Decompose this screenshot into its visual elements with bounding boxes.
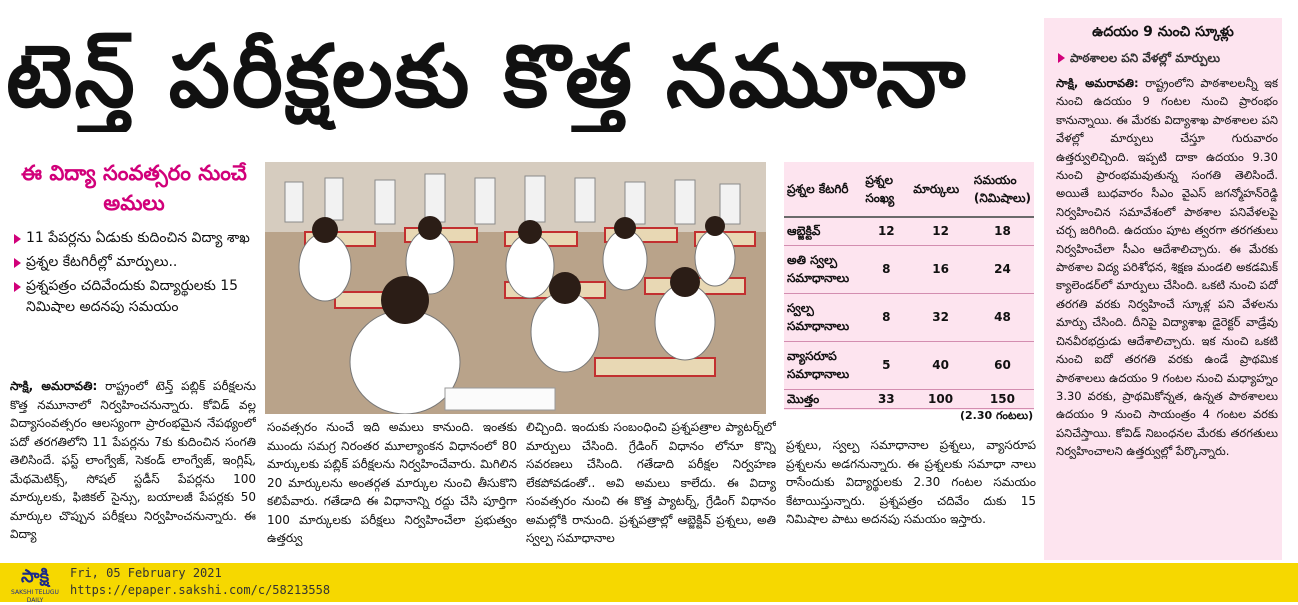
bullet-item: 11 పేపర్లను ఏడుకు కుదించిన విద్యా శాఖ xyxy=(12,228,260,249)
article-text: రాష్ట్రంలో టెన్త్ పబ్లిక్ పరీక్షలను కొత్త నమూనాలో నిర్వహించనున్నారు. కోవిడ్ వల్ల విద్యాసంవత్సరం ఆలస్యంగా ప్రారంభమైన నేపథ్యంలో పదో తరగతిలోని 11 పేపర్లను 7కు కుదించిన సంగతి తెలిసిందే. ఫస్ట్ లాంగ్వేజ్, సెకండ్ లాంగ్వేజ్, ఇంగ్లిష్, మేథమెటిక్స్, సోషల్ స్టడీస్ పేపర్లను 100 మార్కులకు, ఫిజికల్ సైన్సు, బయాలజీ పేపర్లకు 50 మార్కుల చొప్పున పరీక్షలు నిర్వహించనున్నారు. ఈ విద్యా xyxy=(10,379,256,541)
row-marks: 100 xyxy=(910,389,971,408)
bullet-item: ప్రశ్నపత్రం చదివేందుకు విద్యార్థులకు 15 నిమిషాల అదనపు సమయం xyxy=(12,276,260,318)
row-time: 18 xyxy=(971,217,1034,245)
table-row xyxy=(784,245,1034,293)
row-category: ఆబ్జెక్టివ్ xyxy=(784,217,862,245)
table-row xyxy=(784,341,1034,389)
row-category: మొత్తం xyxy=(784,389,862,408)
headline: టెన్త్ పరీక్షలకు కొత్త నమూనా xyxy=(6,27,968,127)
row-count: 8 xyxy=(862,245,910,293)
sidebar-text: రాష్ట్రంలోని పాఠశాలలన్నీ ఇక నుంచి ఉదయం 9 గంటల నుంచి ప్రారంభం కానున్నాయి. ఈ మేరకు విద్యాశాఖ పాఠశాలల పని వేళల్లో మార్పులు చేస్తూ గురువారం ఉత్తర్వులిచ్చింది. ఇప్పటి దాకా ఉదయం 9.30 నుంచి ప్రారంభమవుతున్న సంగతి తెలిసిందే. అయితే బుధవారం సీఎం వైఎస్ జగన్మోహన్‌రెడ్డి నిర్వహించిన సమావేశంలో పాఠశాల పనివేళలపై చర్చ జరిగింది. ఉదయం పూట త్వరగా తరగతులు నిర్వహించేలా సీఎం ఆదేశాలిచ్చారు. ఈ మేరకు పాఠశాల విద్య పరిశోధన, శిక్షణ మండలి అకడమిక్ క్యాలెండర్‌లో మార్పులు చేసింది. ఒకటి నుంచి పదో తరగతి వరకు నిర్వహించే స్కూళ్ల పని వేళలను మార్పు చేసింది. దీనిపై విద్యాశాఖ డైరెక్టర్ వాడ్రేవు చినవీరభద్రుడు ఆదేశాలిచ్చారు. ఇక నుంచి ఒకటి నుంచి ఐదో తరగతి వరకు ఉండే ప్రాథమిక పాఠశాలలు ఉదయం 9 గంటల నుంచి మధ్యాహ్నం 3.30 వరకు, ప్రాథమికోన్నత, ఉన్నత పాఠశాలలు ఉదయం 9 నుంచి సాయంత్రం 4 గంటల వరకు పనిచేస్తాయి. కోవిడ్ నిబంధనల మేరకు తరగతులు నిర్వహించాలని ఉత్తర్వుల్లో పేర్కొన్నారు. xyxy=(1056,76,1278,459)
article-column-2: సంవత్సరం నుంచే ఇది అమలు కానుంది. ఇంతకు ముందు సమగ్ర నిరంతర మూల్యాంకన విధానంలో 80 మార్కులకు పబ్లిక్ పరీక్షలను నిర్వహించేవారు. మిగిలిన 20 మార్కులను అంతర్గత మార్కుల నుంచి తీసుకొని కలిపేవారు. గతేడాది ఈ విధానాన్ని రద్దు చేసి పూర్తిగా 100 మార్కులకు పరీక్షలు నిర్వహించేలా ప్రభుత్వం ఉత్తర్వు xyxy=(267,420,517,545)
row-category: వ్యాసరూప సమాధానాలు xyxy=(784,341,862,389)
sidebar-subtitle: పాఠశాలల పని వేళల్లో మార్పులు xyxy=(1056,48,1294,68)
sidebar-article xyxy=(1056,74,1278,554)
row-marks: 12 xyxy=(910,217,971,245)
row-time: 60 xyxy=(971,341,1034,389)
row-count: 5 xyxy=(862,341,910,389)
row-time: 150 xyxy=(971,389,1034,408)
row-time: 48 xyxy=(971,293,1034,341)
row-count: 33 xyxy=(862,389,910,408)
row-marks: 16 xyxy=(910,245,971,293)
row-category: అతి స్వల్ప సమాధానాలు xyxy=(784,245,862,293)
header-marks: మార్కులు xyxy=(910,162,971,217)
header-category: ప్రశ్నల కేటగిరీ xyxy=(784,162,862,217)
table-row xyxy=(784,293,1034,341)
edition-date: Fri, 05 February 2021 xyxy=(70,566,222,580)
article-column-4: ప్రశ్నలు, స్వల్ప సమాధానాల ప్రశ్నలు, వ్యాసరూప ప్రశ్నలను అడగనున్నారు. ఈ ప్రశ్నలకు సమాధా నాలు రాసేందుకు విద్యార్థులకు 2.30 గంటల సమయం కేటాయిస్తున్నారు. ప్రశ్నపత్రం చదివేం దుకు 15 నిమిషాల పాటు అదనపు సమయం ఇస్తారు. xyxy=(786,438,1036,526)
logo-tagline: SAKSHI TELUGU DAILY xyxy=(11,589,59,604)
article-dateline: సాక్షి, అమరావతి: xyxy=(10,379,98,393)
subheadline: ఈ విద్యా సంవత్సరం నుంచే అమలు xyxy=(21,161,247,215)
bullet-item: ప్రశ్నల కేటగిరీల్లో మార్పులు.. xyxy=(12,252,260,273)
row-marks: 40 xyxy=(910,341,971,389)
row-count: 12 xyxy=(862,217,910,245)
table-header-row xyxy=(784,162,1034,217)
table-total-row xyxy=(784,389,1034,408)
table-note: (2.30 గంటలు) xyxy=(960,409,1034,422)
table-row xyxy=(784,217,1034,245)
sidebar-title: ఉదయం 9 నుంచి స్కూళ్లు xyxy=(1092,24,1234,40)
row-marks: 32 xyxy=(910,293,971,341)
sidebar-dateline: సాక్షి, అమరావతి: xyxy=(1056,76,1139,90)
epaper-link[interactable]: https://epaper.sakshi.com/c/58213558 xyxy=(70,583,331,597)
highlight-bullets xyxy=(12,228,260,321)
header-count: ప్రశ్నల సంఖ్య xyxy=(862,162,910,217)
row-count: 8 xyxy=(862,293,910,341)
row-category: స్వల్ప సమాధానాలు xyxy=(784,293,862,341)
marks-table xyxy=(784,162,1034,409)
header-time: సమయం (నిమిషాలు) xyxy=(971,162,1034,217)
students-writing-exam-image xyxy=(265,162,766,414)
exam-hall-photo xyxy=(265,162,766,414)
article-column-3: లిచ్చింది. ఇందుకు సంబంధించి ప్రశ్నపత్రాల ప్యాటర్న్‌లో మార్పులు చేసింది. గ్రేడింగ్ విధానం లోనూ కొన్ని సవరణలు చేసింది. గతేడాది పరీక్షల నిర్వహణ లేకపోవడంతో.. అవి అమలు కాలేదు. ఈ విద్యా సంవత్సరం నుంచి ఈ కొత్త ప్యాటర్న్, గ్రేడింగ్ విధానం అమల్లోకి రానుంది. ప్రశ్నపత్రాల్లో ఆబ్జెక్టివ్ ప్రశ్నలు, అతి స్వల్ప సమాధానాల xyxy=(526,420,776,545)
row-time: 24 xyxy=(971,245,1034,293)
article-column-1 xyxy=(10,377,256,552)
logo-name: సాక్షి xyxy=(21,566,49,587)
